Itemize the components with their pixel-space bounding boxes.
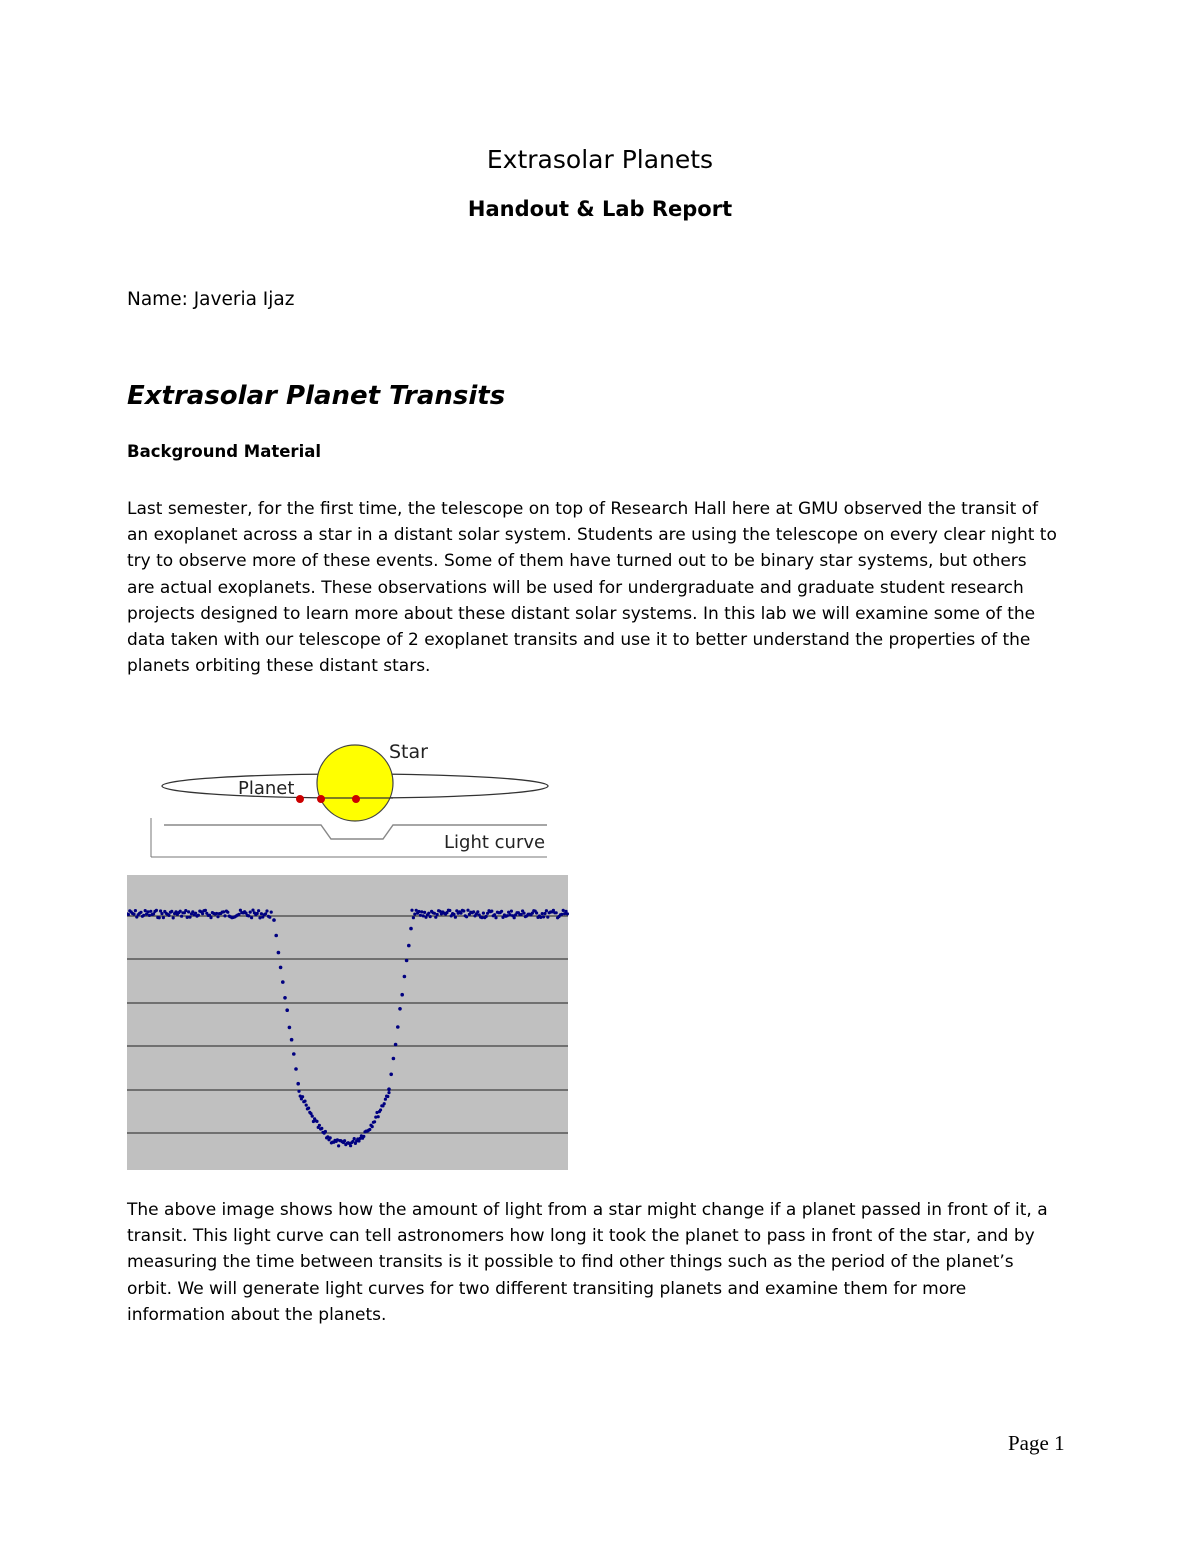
planet-dot: [352, 795, 360, 803]
light-curve-point: [247, 914, 250, 917]
light-curve-point: [417, 910, 420, 913]
paragraph-line: transit. This light curve can tell astronomers how long it took the planet to pass in front of the star, and by: [127, 1226, 1035, 1247]
light-curve-point: [223, 914, 226, 917]
light-curve-point: [422, 914, 425, 917]
paragraph-line: are actual exoplanets. These observations will be used for undergraduate and graduate student research: [127, 577, 1024, 598]
name-line: Name: Javeria Ijaz: [127, 289, 295, 310]
light-curve-point: [459, 912, 462, 915]
explanation-paragraph: [127, 1197, 1077, 1328]
paragraph-line: information about the planets.: [127, 1304, 387, 1325]
light-curve-point: [387, 1091, 390, 1094]
light-curve-point: [433, 912, 436, 915]
light-curve-point: [562, 909, 565, 912]
light-curve-point: [167, 914, 170, 917]
light-curve-point: [466, 909, 469, 912]
plot-background: [127, 875, 568, 1170]
light-curve-point: [510, 910, 513, 913]
light-curve-point: [403, 975, 407, 979]
light-curve-point: [186, 916, 189, 919]
light-curve-point: [197, 914, 200, 917]
light-curve-point: [394, 1043, 398, 1047]
light-curve-point: [560, 913, 563, 916]
light-curve-point: [413, 913, 416, 916]
light-curve-point: [256, 912, 259, 915]
light-curve-point: [419, 914, 422, 917]
light-curve-point: [296, 1082, 300, 1086]
light-curve-point: [472, 910, 475, 913]
light-curve-point: [222, 910, 225, 913]
light-curve-point: [251, 909, 254, 912]
light-curve-point: [142, 914, 145, 917]
planet-dot: [296, 795, 304, 803]
background-material-heading: Background Material: [127, 442, 322, 461]
light-curve-point: [134, 909, 137, 912]
light-curve-point: [324, 1130, 327, 1133]
light-curve-point: [149, 910, 152, 913]
light-curve-point: [387, 1087, 391, 1091]
light-curve-point: [303, 1100, 306, 1103]
light-curve-point: [191, 910, 194, 913]
light-curve-point: [396, 1025, 400, 1029]
light-curve-point: [506, 914, 509, 917]
light-curve-point: [329, 1136, 332, 1139]
light-curve-point: [194, 912, 197, 915]
name-label: Name: [127, 289, 182, 310]
light-curve-point: [566, 912, 569, 915]
light-curve-point: [216, 915, 219, 918]
light-curve-point: [311, 1115, 314, 1118]
light-curve-point: [482, 912, 485, 915]
light-curve-point: [349, 1144, 352, 1147]
light-curve-point: [188, 916, 191, 919]
paragraph-line: Last semester, for the first time, the telescope on top of Research Hall here at GMU observed the transit of: [127, 499, 1039, 519]
light-curve-point: [522, 912, 525, 915]
light-curve-point: [500, 910, 503, 913]
transit-figure: [127, 736, 569, 1170]
light-curve-point: [389, 1073, 393, 1077]
light-curve-point: [172, 916, 175, 919]
star-label: Star: [389, 741, 428, 763]
light-curve-point: [162, 916, 165, 919]
light-curve-point: [139, 911, 142, 914]
light-curve-point: [405, 959, 409, 963]
document-title: Extrasolar Planets: [486, 145, 714, 174]
light-curve-point: [297, 1090, 300, 1093]
light-curve-point: [412, 916, 415, 919]
light-curve-point: [465, 915, 468, 918]
light-curve-point: [485, 915, 488, 918]
section-heading: Extrasolar Planet Transits: [127, 381, 506, 411]
light-curve-point: [392, 1057, 396, 1061]
light-curve-point: [379, 1108, 382, 1111]
light-curve-point: [377, 1115, 380, 1118]
light-curve-point: [545, 909, 548, 912]
light-curve-point: [209, 916, 212, 919]
light-curve-label: Light curve: [444, 832, 546, 853]
light-curve-point: [132, 913, 135, 916]
light-curve-point: [343, 1139, 346, 1142]
light-curve-point: [249, 911, 252, 914]
background-paragraph: [127, 496, 1077, 679]
light-curve-point: [539, 916, 542, 919]
light-curve-point: [301, 1095, 304, 1098]
light-curve-point: [480, 916, 483, 919]
light-curve-point: [462, 909, 465, 912]
light-curve-point: [543, 912, 546, 915]
light-curve-point: [452, 913, 455, 916]
light-curve-point: [270, 911, 273, 914]
light-curve-point: [268, 916, 271, 919]
light-curve-point: [158, 916, 161, 919]
paragraph-line: an exoplanet across a star in a distant solar system. Students are using the telescope on every clear night to: [127, 525, 1057, 546]
paragraph-line: projects designed to learn more about these distant solar systems. In this lab we will examine some of the: [127, 603, 1036, 624]
light-curve-point: [290, 1038, 294, 1042]
light-curve-point: [307, 1107, 310, 1110]
light-curve-point: [292, 1052, 296, 1056]
light-curve-point: [520, 913, 523, 916]
light-curve-point: [423, 911, 426, 914]
light-curve-point: [160, 912, 163, 915]
light-curve-point: [454, 916, 457, 919]
light-curve-point: [373, 1120, 376, 1123]
light-curve-point: [285, 1008, 289, 1012]
light-curve-point: [264, 912, 267, 915]
light-curve-point: [371, 1125, 374, 1128]
light-curve-point: [409, 927, 413, 931]
light-curve-point: [429, 915, 432, 918]
light-curve-point: [542, 915, 545, 918]
light-curve-point: [148, 914, 151, 917]
light-curve-point: [407, 944, 411, 948]
light-curve-point: [383, 1102, 386, 1105]
light-curve-point: [237, 913, 240, 916]
light-curve-point: [400, 993, 404, 997]
light-curve-point: [201, 912, 204, 915]
light-curve-point: [260, 912, 263, 915]
light-curve-point: [362, 1135, 365, 1138]
light-curve-point: [215, 912, 218, 915]
light-curve-point: [274, 934, 278, 938]
light-curve-point: [272, 918, 276, 922]
light-curve-point: [277, 951, 281, 955]
light-curve-point: [384, 1098, 387, 1101]
light-curve-point: [494, 916, 497, 919]
light-curve-point: [420, 910, 423, 913]
light-curve-point: [490, 910, 493, 913]
light-curve-point: [146, 910, 149, 913]
light-curve-point: [305, 1104, 308, 1107]
light-curve-point: [410, 909, 413, 912]
light-curve-point: [555, 911, 558, 914]
light-curve-point: [353, 1137, 356, 1140]
light-curve-point: [513, 916, 516, 919]
light-curve-point: [315, 1120, 318, 1123]
star-disc: [317, 745, 393, 821]
light-curve-point: [144, 909, 147, 912]
light-curve-point: [386, 1095, 389, 1098]
transit-diagram: [127, 736, 569, 1170]
light-curve-point: [415, 909, 418, 912]
light-curve-point: [279, 966, 283, 970]
page-number: Page 1: [1008, 1431, 1065, 1455]
light-curve-point: [427, 912, 430, 915]
light-curve-point: [337, 1144, 340, 1147]
light-curve-point: [398, 1007, 402, 1011]
light-curve-point: [258, 916, 261, 919]
light-curve-point: [265, 909, 268, 912]
light-curve-point: [155, 909, 158, 912]
name-value: Javeria Ijaz: [193, 289, 295, 310]
light-curve-point: [320, 1127, 323, 1130]
light-curve-point: [184, 909, 187, 912]
light-curve-point: [288, 1026, 292, 1030]
light-curve-point: [546, 916, 549, 919]
document-subtitle: Handout & Lab Report: [467, 197, 733, 221]
paragraph-line: data taken with our telescope of 2 exoplanet transits and use it to better understand the properties of the: [127, 630, 1031, 651]
paragraph-line: The above image shows how the amount of light from a star might change if a planet passed in front of it, a: [127, 1200, 1048, 1220]
light-curve-point: [476, 910, 479, 913]
planet-dot: [317, 795, 325, 803]
light-curve-point: [368, 1128, 371, 1131]
light-curve-point: [448, 909, 451, 912]
light-curve-point: [226, 911, 229, 914]
light-curve-point: [535, 911, 538, 914]
paragraph-line: try to observe more of these events. Some of them have turned out to be binary star systems, but others: [127, 551, 1027, 572]
light-curve-point: [283, 996, 287, 1000]
light-curve-point: [281, 980, 285, 984]
light-curve-point: [180, 915, 183, 918]
light-curve-point: [257, 909, 260, 912]
light-curve-point: [187, 910, 190, 913]
light-curve-point: [179, 910, 182, 913]
light-curve-point: [508, 913, 511, 916]
light-curve-point: [436, 913, 439, 916]
light-curve-point: [493, 913, 496, 916]
light-curve-point: [204, 909, 207, 912]
paragraph-line: planets orbiting these distant stars.: [127, 656, 431, 677]
paragraph-line: measuring the time between transits is it possible to find other things such as the period of the planet’s: [127, 1252, 1014, 1273]
light-curve-point: [434, 916, 437, 919]
light-curve-point: [318, 1124, 321, 1127]
light-curve-point: [294, 1067, 298, 1071]
light-curve-point: [170, 910, 173, 913]
light-curve-point: [541, 912, 544, 915]
light-curve-point: [250, 916, 253, 919]
planet-label: Planet: [238, 778, 295, 799]
paragraph-line: orbit. We will generate light curves for two different transiting planets and examine them for more: [127, 1278, 967, 1299]
